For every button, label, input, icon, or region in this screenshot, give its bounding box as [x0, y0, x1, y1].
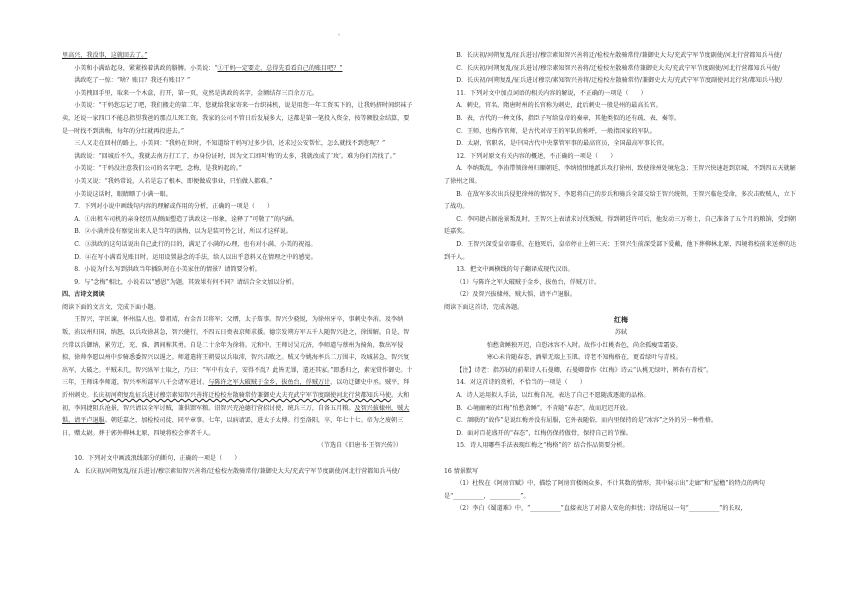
- text-span: D．太尉，官职名，是中国古代中央掌管军事的最高官员，全国最高军事长官。: [456, 140, 669, 148]
- text-span: （节选自《旧唐书·王智兴传》）: [317, 442, 402, 450]
- text-span: 阅读下面的文言文，完成下面小题。: [62, 303, 160, 311]
- text-span: 。朝廷嘉之，加检校司徒、同平章事。七年，以病请罢，进太子太傅。行至洛阳，卒，年七十七。帝为之废朝三日，赠太尉。葬于郭外柳林北原，四境将校会葬者千人。: [62, 417, 404, 437]
- text-span: ，以功迁御史中丞。贼平，拜沂州刺史。: [62, 379, 410, 400]
- answer-option: [444, 239, 798, 264]
- text-span: 洪政说：“回城后不久，我就去南方打工了，办身份证时，因为文工团叫‘梅’的太多，我就改成了‘玫’。难为你们苦找了。”: [74, 152, 396, 160]
- text-span: B．心境幽寒的红梅“怕愁贪睡”，不肯随“春态”，故而迟迟开放。: [456, 404, 632, 412]
- question-stem: [62, 453, 414, 466]
- text-span: 小美又说：“我妈常说，人若是忘了根本，即便做成事业，只怕做人都难。”: [74, 177, 273, 185]
- text-span: 10．下列对文中画波浪线部分的断句，正确的一项是（ ）: [74, 455, 241, 462]
- answer-option: [444, 214, 798, 239]
- poem-line: [444, 340, 798, 353]
- text-span: 洪政吃了一惊：“啥？账目？我还有账目？”: [74, 77, 191, 85]
- paragraph: [62, 75, 414, 88]
- paragraph: [62, 50, 414, 63]
- question-stem: [444, 289, 798, 302]
- answer-option: [444, 126, 798, 139]
- text-span: 小美说：“干妈您忘记了吧，我们搬走的第二年，您就给我家寄来一台织袜机，说是用您一年工资买下的，让我妈挤时间织袜子卖，还说一家四口不能总指望我爸的那点儿死工资。我家的公司不管日后发展多大，这都是第一笔投入资金，按等额股金结算，要是一时找不到洪梅，每年的分红就再投进去。”: [62, 102, 413, 135]
- paragraph: [62, 138, 414, 151]
- text-span: B．②小满并没有察觉出来人是当年的洪梅，以为是装可怜乞讨，所以才这样说。: [74, 228, 292, 236]
- text-span: （2）及智兴拔棣州，贼大惧，请平卢退服。: [456, 291, 576, 299]
- answer-option: [62, 214, 414, 227]
- question-stem: [444, 377, 798, 390]
- text-span: 阅读下面这首诗，完成各题。: [444, 303, 524, 311]
- text-span: C．王师，也称作官师，是古代对帝王的军队的称呼，一般指国家的军队。: [456, 127, 656, 135]
- answer-option: [444, 428, 798, 441]
- text-span: 小美拽回手里，取来一个木盒，打开，第一页，竟然是洪政的名字，金额结存三百余万元。: [74, 89, 318, 97]
- text-span: A．李纳叛乱，李洧带领徐州归顺朝廷，李纳愤恨地派兵攻打徐州，致使徐州处境危急；王智兴快速赶到京城，不到四五天就解了徐州之围。: [444, 165, 796, 185]
- text-span: 三人又走在回村的路上，小美问：“我妈在世时，不知道给干妈写过多少信，还求过公安帮忙，怎么就找不到您呢？”: [74, 140, 386, 148]
- underlined-text: ①干妈一定要走，总得先看看自己的账目吧？”: [217, 64, 343, 72]
- question-stem: [444, 264, 798, 277]
- question-stem: [444, 478, 798, 503]
- answer-option: [444, 138, 798, 151]
- question-stem: [444, 151, 798, 164]
- text-span: D．④在写小满看见账目时，运用设置悬念的手法，给人以出乎意料又在情理之中的感觉。: [74, 253, 317, 261]
- text-span: 小美说这话时，眼睛瞟了小满一眼。: [74, 190, 172, 198]
- question-stem: [62, 277, 414, 290]
- text-span: 。大和初，李同捷阻兵沧景，智兴请以全军讨贼，兼供馈军粮。诏智兴充沧德行营招讨使，统兵三万，自备五月粮。: [62, 392, 410, 412]
- text-span: 小美说：“干妈没注意我们公司的名字吧，念梅，是我妈起的。”: [74, 165, 242, 173]
- text-span: 红梅: [614, 315, 628, 325]
- text-span: B．在敌军多次出兵侵犯徐州的情况下，李愿将自己的步兵和骑兵全部交给王智兴统领，王智兴临危受命，多次击败贼人，立下了战功。: [444, 190, 796, 211]
- text-span: C．③洪政的这句话说出自己此行的目的，满足了小满的心理，也有对小满、小美的祝福。: [74, 240, 317, 248]
- text-span: C．长庆初/河朔复乱/征兵进讨/穆宗素知智兴善将/迁检校左散骑常侍兼御史大夫/充武宁军节度副使/河北行营都知兵马使/: [456, 64, 780, 72]
- text-span: A．长庆初/河朔复乱/征兵进讨/穆宗素知智兴善将/迁检校左散骑常侍/兼御史大夫/充武宁军节度副使/河北行营都知兵马使/: [74, 467, 400, 475]
- right-column: [444, 50, 798, 594]
- poem-line: [444, 352, 798, 365]
- text-span: D．王智兴深受皇帝器重，在他死后，皇帝停止上朝三天；王智兴生前深受部下爱戴，他下葬柳林北原，四境将校前来送葬的达到千人。: [444, 240, 797, 261]
- answer-option: [444, 189, 798, 214]
- text-span: 14．对这首诗的赏析，不恰当的一项是（ ）: [456, 379, 586, 387]
- answer-option: [62, 239, 414, 252]
- paragraph: [444, 302, 798, 315]
- answer-option: [444, 415, 798, 428]
- text-span: B．表，古代的一种文体，指臣子写给皇帝的奏章，其他类似的还有疏、表、奏等。: [456, 114, 681, 122]
- text-span: （1）杜牧在《阿房宫赋》中，描绘了阿房宫楼阁众多、不计其数的情形，其中展示出“走廊”和“屋檐”的特点的两句是“__________，__________”。: [444, 480, 766, 500]
- question-stem: [444, 277, 798, 290]
- section-heading: [444, 466, 798, 479]
- text-span: 9．与“念梅”相比，小说若以“感恩”为题，其效果有何不同？请结合全文加以分析。: [74, 278, 298, 286]
- text-span: 怕愁贪睡独开迟，自恐冰容不入时。故作小红桃杏色，尚余孤瘦雪霜姿。: [486, 341, 682, 349]
- text-span: 7．下列对小说中画线句内容的理解或作用的分析，正确的一项是（ ）: [74, 203, 274, 211]
- text-span: 寒心未肯随春态，酒晕无端上玉肌。诗老不知梅格在，更看绿叶与青枝。: [486, 354, 682, 362]
- text-span: （2）李白《蜀道难》中，“__________”直接表达了对游人安危的担忧；诗结尾以一句“__________”的长叹，: [456, 505, 747, 513]
- text-span: 8．小说为什么写到洪政当年插队时在小美家住的情景？请简要分析。: [74, 266, 261, 274]
- text-span: 【注】诗老：指苏轼的前辈诗人石曼卿，石曼卿曾作《红梅》诗云“认桃无绿叶，辨杏有青枝”。: [456, 366, 713, 374]
- answer-option: [444, 113, 798, 126]
- answer-option: [444, 390, 798, 403]
- source-note: [62, 440, 414, 453]
- left-column: [62, 50, 414, 594]
- paragraph: [62, 302, 414, 315]
- text-span: A．①出租车司机的亲身经历从侧面塑造了洪政这一形象，诠释了“可敬了”的内涵。: [74, 215, 299, 223]
- underlined-text: 里高兴，我没事，这就回去了。”: [62, 52, 148, 59]
- poem-author: [444, 327, 798, 340]
- text-span: C．李同捷占据沧景叛乱时，王智兴上表请求讨伐叛贼，得到朝廷许可后，他发动三万将士，自己准备了五个月的粮饷，受到朝廷嘉奖。: [444, 215, 797, 236]
- answer-option: [444, 163, 798, 188]
- paragraph: [62, 63, 414, 76]
- paragraph: [62, 151, 414, 164]
- poem-note: [444, 365, 798, 378]
- text-span: 15．诗人用哪些手法表现红梅之“梅格”的？结合作品简要分析。: [456, 442, 629, 450]
- answer-option: [444, 50, 798, 63]
- underlined-text: 与陈许之军大破贼于金乡，拔鱼台，俘贼万计: [208, 379, 331, 387]
- section-heading: [62, 289, 414, 302]
- text-span: A．刺史，官名，隋唐时州的长官称为刺史，此后刺史一般是州的最高长官。: [456, 102, 662, 110]
- paragraph: [62, 176, 414, 189]
- poem-title: [444, 314, 798, 327]
- question-stem: [444, 503, 798, 516]
- answer-option: [62, 466, 414, 479]
- page-mark: ': [338, 33, 340, 41]
- answer-option: [444, 403, 798, 416]
- text-span: 13．把文中画横线的句子翻译成现代汉语。: [456, 266, 574, 274]
- text-span: 苏轼: [614, 329, 628, 337]
- wavy-underlined-text: 长庆初河朔复乱征兵进讨穆宗素知智兴善将迁检校左散骑常侍兼御史大夫充武宁军节度副使河北行营都知兵马使: [92, 392, 392, 400]
- answer-option: [444, 100, 798, 113]
- underlined-text: 及智兴拔棣州，贼大惧，请平卢退服: [62, 404, 410, 425]
- question-stem: [444, 88, 798, 101]
- text-span: 12．下列对原文有关内容的概述，不正确的一项是（ ）: [456, 152, 617, 160]
- paragraph: [62, 163, 414, 176]
- text-span: C．颔联的“故作”是说红梅并没有屈服，它外表随俗，而内里保持的是“冰容”之外的另一种性格。: [456, 417, 718, 425]
- text-span: D．面对百花盛开的“春态”，红梅仍保持傲骨，保持自己的节操。: [456, 429, 632, 437]
- text-span: D．长庆初/河朔复乱/征兵进讨穆宗/素知智兴善将/迁检校左散骑常侍/兼御史大夫/充武宁军节度副使河北行营/都知兵马使/: [456, 77, 783, 85]
- question-stem: [444, 440, 798, 453]
- paragraph: [62, 314, 414, 440]
- paragraph: [62, 88, 414, 101]
- text-span: 四、古诗文阅读: [62, 291, 105, 299]
- text-span: 16 情景默写: [444, 467, 479, 475]
- answer-option: [62, 226, 414, 239]
- paragraph: [62, 189, 414, 202]
- text-span: （1）与陈许之军大破贼于金乡，拔鱼台，俘贼万计。: [456, 278, 601, 286]
- answer-option: [444, 75, 798, 88]
- answer-option: [62, 252, 414, 265]
- text-span: 小美和小满站起身，紧紧挨着洪政的胳膊。小美说：“: [74, 64, 218, 72]
- question-stem: [62, 201, 414, 214]
- text-span: B．长庆初/河朔复乱/征兵进讨/穆宗素知智兴善将迁/检校左散骑常侍/兼御史大夫/充武宁军节度副使/河北行营都知兵马使/: [456, 52, 782, 59]
- text-span: A．诗人运用拟人手法，以红梅自况，表达了自己不愿随波逐流的品格。: [456, 392, 650, 400]
- paragraph: [62, 100, 414, 138]
- text-span: 11．下列对文中加点词语的相关内容的解说，不正确的一项是（ ）: [456, 89, 647, 97]
- text-span: 王智兴，字匡谏，怀州温人也。曾祖靖，右金吾卫将军；父缙，太子詹事。智兴少骁锐，为徐州牙卒，事刺史李洧。及李纳叛，洧以州归国，纳怒，以兵攻徐甚急，智兴健行，不四五日赍表京师求援。德宗发朔方军五千人随智兴赴之，徐围解。自是，智兴常以兵御纳，累劳迁，充、淮、泗间称其勇。自是二十余年为徐将。元和中，王师讨吴元济，李师道与蔡州为掎角，数出军侵掠，徐帅李愿以州中步骑悉委智兴以遏之。师道遣将王朝晏以兵取沛，智兴击败之。贼又令姚海率兵二万围丰，攻城甚急，智兴复出军，大破之。平贼未几，智兴纵军士取之，乃曰：“军中有女子，安得不乱？此皆无罪，遣还其家。”即悉归之，素宠赏作御史。十三年，王师诛李师道，智兴率所部军八千会诸军进讨，: [62, 316, 413, 387]
- answer-option: [444, 63, 798, 76]
- question-stem: [62, 264, 414, 277]
